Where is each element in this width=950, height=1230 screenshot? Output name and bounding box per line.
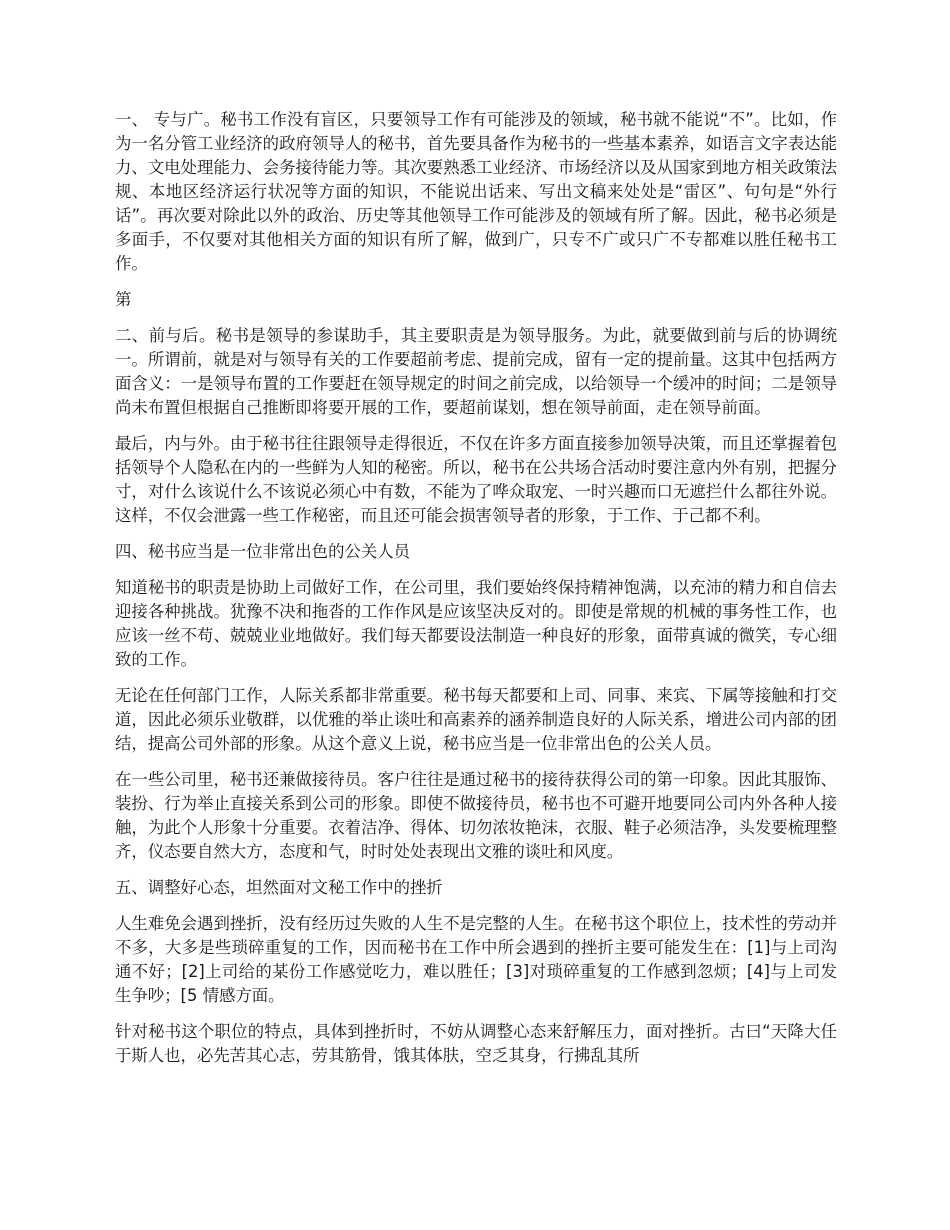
paragraph-duties: 知道秘书的职责是协助上司做好工作，在公司里，我们要始终保持精神饱满，以充沛的精力和自信去迎接各种挑战。犹豫不决和拖沓的工作作风是应该坚决反对的。即使是常规的机械的事务性工作，也应该一丝不苟、兢兢业业地做好。我们每天都要设法制造一种良好的形象，面带真诚的微笑，专心细致的工作。 [115,578,837,669]
paragraph-reception-image: 在一些公司里，秘书还兼做接待员。客户往往是通过秘书的接待获得公司的第一印象。因此其服饰、装扮、行为举止直接关系到公司的形象。即使不做接待员，秘书也不可避开地要同公司内外各种人接触，为此个人形象十分重要。衣着洁净、得体、切勿浓妆艳沫，衣服、鞋子必须洁净，头发要梳理整齐，仪态要自然大方，态度和气，时时处处表现出文雅的谈吐和风度。 [115,770,837,861]
paragraph-coping: 针对秘书这个职位的特点，具体到挫折时，不妨从调整心态来舒解压力，面对挫折。古曰“天降大任于斯人也，必先苦其心志，劳其筋骨，饿其体肤，空乏其身，行拂乱其所 [115,1022,837,1065]
section-heading-public-relations: 四、秘书应当是一位非常出色的公关人员 [115,542,411,561]
document-body [115,108,837,1080]
paragraph-relationships: 无论在任何部门工作，人际关系都非常重要。秘书每天都要和上司、同事、来宾、下属等接触和打交道，因此必须乐业敬群，以优雅的举止谈吐和高素养的涵养制造良好的人际关系，增进公司内部的团结，提高公司外部的形象。从这个意义上说，秘书应当是一位非常出色的公关人员。 [115,686,837,753]
paragraph-specialization-breadth: 一、 专与广。秘书工作没有盲区，只要领导工作有可能涉及的领域，秘书就不能说“不”。比如，作为一名分管工业经济的政府领导人的秘书，首先要具备作为秘书的一些基本素养，如语言文字表达能力、文电处理能力、会务接待能力等。其次要熟悉工业经济、市场经济以及从国家到地方相关政策法规、本地区经济运行状况等方面的知识，不能说出话来、写出文稿来处处是“雷区”、句句是“外行话”。再次要对除此以外的政治、历史等其他领导工作可能涉及的领域有所了解。因此，秘书必须是多面手，不仅要对其他相关方面的知识有所了解，做到广，只专不广或只广不专都难以胜任秘书工作。 [115,110,837,273]
paragraph-before-after: 二、前与后。秘书是领导的参谋助手，其主要职责是为领导服务。为此，就要做到前与后的协调统一。所谓前，就是对与领导有关的工作要超前考虑、提前完成，留有一定的提前量。这其中包括两方面含义：一是领导布置的工作要赶在领导规定的时间之前完成，以给领导一个缓冲的时间；二是领导尚未布置但根据自己推断即将要开展的工作，要超前谋划，想在领导前面，走在领导前面。 [115,326,837,417]
paragraph-inside-outside: 最后，内与外。由于秘书往往跟领导走得很近，不仅在许多方面直接参加领导决策，而且还掌握着包括领导个人隐私在内的一些鲜为人知的秘密。所以，秘书在公共场合活动时要注意内外有别，把握分寸，对什么该说什么不该说必须心中有数，不能为了哗众取宠、一时兴趣而口无遮拦什么都往外说。这样，不仅会泄露一些工作秘密，而且还可能会损害领导者的形象，于工作、于己都不利。 [115,434,837,525]
paragraph-setbacks: 人生难免会遇到挫折，没有经历过失败的人生不是完整的人生。在秘书这个职位上，技术性的劳动并不多，大多是些琐碎重复的工作，因而秘书在工作中所会遇到的挫折主要可能发生在：[1]与上司沟通不好；[2]上司给的某份工作感觉吃力，难以胜任；[3]对琐碎重复的工作感到忽烦；[4]与上司发生争吵；[5 情感方面。 [115,914,837,1005]
section-heading-mindset: 五、调整好心态，坦然面对文秘工作中的挫折 [115,878,443,897]
paragraph-fragment: 第 [115,290,132,309]
